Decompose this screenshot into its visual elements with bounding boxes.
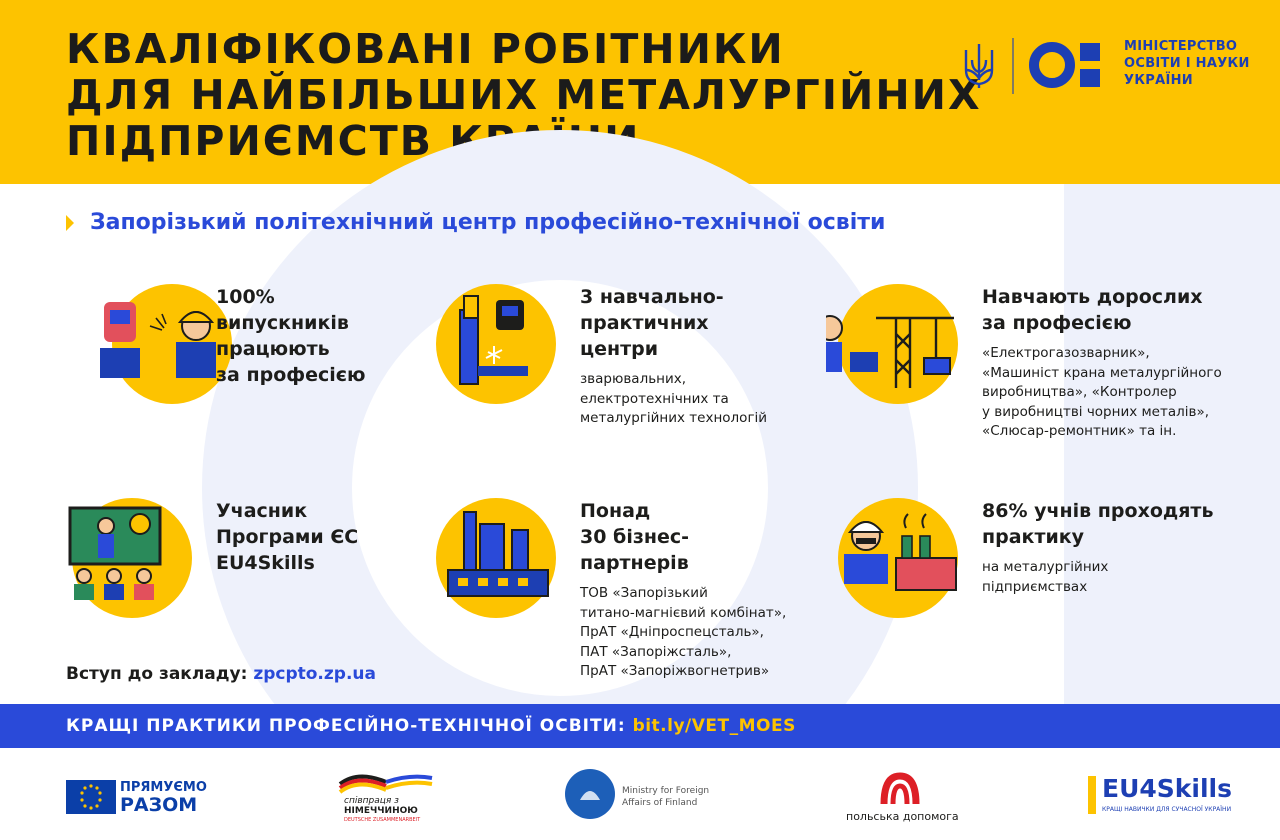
bar-text	[66, 716, 796, 736]
card-head-line: за професією	[216, 364, 366, 386]
card-head-line: партнерів	[580, 552, 689, 574]
card-head-line: випускників	[216, 312, 349, 334]
card-body-line: ПрАТ «Запоріжвогнетрив»	[580, 663, 770, 679]
factory-icon	[436, 498, 556, 618]
ministry-line-1: МІНІСТЕРСТВО	[1124, 39, 1238, 54]
finland-ministry-logo	[564, 768, 724, 824]
enroll-line	[66, 664, 376, 684]
card-body-line: на металургійних	[982, 559, 1109, 575]
finland-emblem-icon	[564, 768, 616, 820]
enroll-label: Вступ до закладу:	[66, 664, 248, 684]
card-head-line: практичних	[580, 312, 709, 334]
card-body-line: «Машиніст крана металургійного	[982, 364, 1222, 381]
polish-aid-logo	[846, 770, 959, 824]
card-head-line: центри	[580, 338, 659, 360]
eu-line-1: ПРЯМУЄМО	[120, 780, 207, 795]
eu4-sub: КРАЩІ НАВИЧКИ ДЛЯ СУЧАСНОЇ УКРАЇНИ	[1102, 806, 1232, 813]
eu4skills-logo	[1088, 774, 1258, 820]
partner-logos	[0, 748, 1280, 840]
moes-mark-icon	[1028, 38, 1108, 92]
card-head-line: працюють	[216, 338, 330, 360]
card-body	[580, 370, 767, 429]
fi-line-1: Ministry for Foreign	[622, 786, 710, 796]
crane-operator-icon	[838, 284, 958, 404]
subtitle-text: Запорізький політехнічний центр професійно-технічної освіти	[90, 210, 886, 235]
welder-workers-icon	[112, 284, 232, 404]
fi-line-2: Affairs of Finland	[622, 798, 698, 808]
card-head	[982, 284, 1203, 336]
de-line-3: DEUTSCHE ZUSAMMENARBEIT	[344, 817, 421, 823]
best-practices-bar	[0, 704, 1280, 748]
de-line-1: співпраця з	[344, 796, 399, 806]
card-body	[982, 344, 1222, 442]
worker-plant-icon	[838, 498, 958, 618]
bar-label: КРАЩІ ПРАКТИКИ ПРОФЕСІЙНО-ТЕХНІЧНОЇ ОСВІТИ:	[66, 716, 626, 736]
eu-flag-icon	[66, 780, 116, 814]
ministry-line-2: ОСВІТИ І НАУКИ	[1124, 56, 1250, 71]
card-head-line: за професією	[982, 312, 1132, 334]
german-flag-icon	[338, 770, 434, 794]
card-head	[216, 284, 366, 388]
ministry-line-3: УКРАЇНИ	[1124, 73, 1193, 88]
card-head	[982, 498, 1213, 550]
de-line-2: НІМЕЧЧИНОЮ	[344, 806, 418, 816]
title-line-2: ДЛЯ НАЙБІЛЬШИХ МЕТАЛУРГІЙНИХ	[66, 71, 982, 119]
card-body-line: ПАТ «Запоріжсталь»,	[580, 643, 732, 660]
title-line-3: ПІДПРИЄМСТВ КРАЇНИ	[66, 117, 641, 165]
eu4-main: EU4Skills	[1102, 774, 1232, 803]
background-band	[1064, 184, 1280, 704]
ministry-name	[1124, 38, 1250, 89]
card-head-line: Програми ЄС	[216, 526, 359, 548]
card-head-line: 30 бізнес-	[580, 526, 690, 548]
card-body	[982, 558, 1108, 597]
welding-machine-icon	[436, 284, 556, 404]
subtitle	[66, 210, 885, 235]
card-body-line: металургійних технологій	[580, 410, 768, 426]
pl-text: польська допомога	[846, 810, 959, 823]
ministry-divider	[1012, 38, 1014, 94]
title-line-1: КВАЛІФІКОВАНІ РОБІТНИКИ	[66, 25, 785, 73]
card-body	[580, 584, 786, 682]
card-body-line: «Слюсар-ремонтник» та ін.	[982, 423, 1177, 439]
card-head-line: Понад	[580, 500, 651, 522]
card-head	[580, 498, 689, 576]
card-head-line: EU4Skills	[216, 552, 315, 574]
card-head	[216, 498, 358, 576]
card-body-line: титано-магнієвий комбінат»,	[580, 604, 787, 621]
card-head-line: Навчають дорослих	[982, 286, 1203, 308]
card-body-line: у виробництві чорних металів»,	[982, 403, 1210, 420]
trident-icon	[962, 40, 996, 90]
enroll-link[interactable]: zpcpto.zp.ua	[253, 664, 376, 684]
eu4skills-bar	[1088, 776, 1096, 814]
card-body-line: електротехнічних та	[580, 390, 729, 407]
card-body-line: підприємствах	[982, 578, 1088, 595]
card-body-line: ПрАТ «Дніпроспецсталь»,	[580, 624, 764, 640]
card-head-line: 100%	[216, 286, 275, 308]
card-head-line: Учасник	[216, 500, 308, 522]
germany-cooperation-logo	[338, 770, 438, 824]
card-body-line: зварювальних,	[580, 371, 687, 387]
card-head-line: 86% учнів проходять	[982, 500, 1214, 522]
card-head-line: 3 навчально-	[580, 286, 724, 308]
eu-line-2: РАЗОМ	[120, 794, 198, 816]
card-head-line: практику	[982, 526, 1085, 548]
card-body-line: виробництва», «Контролер	[982, 384, 1177, 400]
card-body-line: «Електрогазозварник»,	[982, 345, 1150, 361]
teacher-classroom-icon	[72, 498, 192, 618]
bar-link[interactable]: bit.ly/VET_MOES	[632, 716, 796, 736]
card-head	[580, 284, 724, 362]
eu-logo	[66, 780, 216, 816]
card-body-line: ТОВ «Запорізький	[580, 585, 708, 601]
ministry-logo	[962, 36, 1252, 96]
arrow-icon	[66, 215, 74, 231]
polish-aid-icon	[880, 770, 920, 808]
